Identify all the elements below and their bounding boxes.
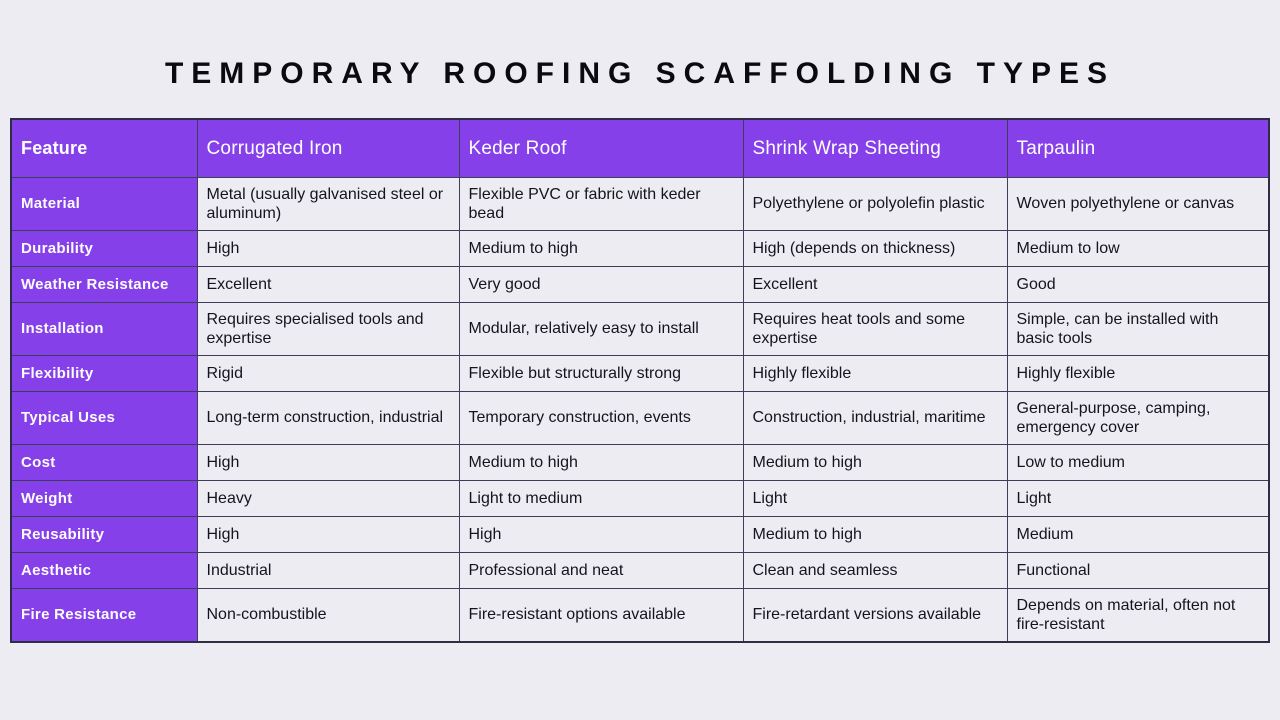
- value-cell: Professional and neat: [459, 552, 743, 588]
- value-cell: Light: [1007, 480, 1269, 516]
- column-header: Corrugated Iron: [197, 119, 459, 177]
- feature-cell: Flexibility: [11, 355, 197, 391]
- feature-cell: Weight: [11, 480, 197, 516]
- value-cell: Requires heat tools and some expertise: [743, 302, 1007, 355]
- value-cell: Long-term construction, industrial: [197, 391, 459, 444]
- value-cell: Highly flexible: [1007, 355, 1269, 391]
- value-cell: Excellent: [743, 266, 1007, 302]
- value-cell: Clean and seamless: [743, 552, 1007, 588]
- value-cell: High: [197, 516, 459, 552]
- table-row: [11, 355, 1269, 391]
- value-cell: Light: [743, 480, 1007, 516]
- table-row: [11, 552, 1269, 588]
- column-header: Tarpaulin: [1007, 119, 1269, 177]
- value-cell: Medium: [1007, 516, 1269, 552]
- value-cell: Medium to low: [1007, 230, 1269, 266]
- value-cell: Medium to high: [459, 230, 743, 266]
- feature-cell: Material: [11, 177, 197, 230]
- table-body: [11, 177, 1269, 642]
- table-header-row: [11, 119, 1269, 177]
- value-cell: Fire-resistant options available: [459, 588, 743, 642]
- value-cell: Medium to high: [743, 444, 1007, 480]
- value-cell: Modular, relatively easy to install: [459, 302, 743, 355]
- feature-cell: Reusability: [11, 516, 197, 552]
- table-row: [11, 480, 1269, 516]
- table-row: [11, 391, 1269, 444]
- value-cell: Construction, industrial, maritime: [743, 391, 1007, 444]
- feature-cell: Installation: [11, 302, 197, 355]
- table-row: [11, 177, 1269, 230]
- value-cell: Industrial: [197, 552, 459, 588]
- table-row: [11, 588, 1269, 642]
- value-cell: High: [197, 230, 459, 266]
- table-row: [11, 266, 1269, 302]
- feature-cell: Fire Resistance: [11, 588, 197, 642]
- value-cell: Very good: [459, 266, 743, 302]
- value-cell: High (depends on thickness): [743, 230, 1007, 266]
- value-cell: Heavy: [197, 480, 459, 516]
- value-cell: Low to medium: [1007, 444, 1269, 480]
- value-cell: General-purpose, camping, emergency cover: [1007, 391, 1269, 444]
- value-cell: Requires specialised tools and expertise: [197, 302, 459, 355]
- value-cell: Rigid: [197, 355, 459, 391]
- table-row: [11, 302, 1269, 355]
- value-cell: Excellent: [197, 266, 459, 302]
- value-cell: Non-combustible: [197, 588, 459, 642]
- table-row: [11, 516, 1269, 552]
- column-header: Shrink Wrap Sheeting: [743, 119, 1007, 177]
- value-cell: Flexible PVC or fabric with keder bead: [459, 177, 743, 230]
- value-cell: Flexible but structurally strong: [459, 355, 743, 391]
- feature-cell: Aesthetic: [11, 552, 197, 588]
- feature-cell: Durability: [11, 230, 197, 266]
- column-header: Keder Roof: [459, 119, 743, 177]
- value-cell: Depends on material, often not fire-resistant: [1007, 588, 1269, 642]
- table-row: [11, 230, 1269, 266]
- value-cell: Polyethylene or polyolefin plastic: [743, 177, 1007, 230]
- value-cell: Simple, can be installed with basic tools: [1007, 302, 1269, 355]
- value-cell: Fire-retardant versions available: [743, 588, 1007, 642]
- value-cell: Metal (usually galvanised steel or aluminum): [197, 177, 459, 230]
- value-cell: Highly flexible: [743, 355, 1007, 391]
- value-cell: Good: [1007, 266, 1269, 302]
- feature-cell: Weather Resistance: [11, 266, 197, 302]
- value-cell: High: [197, 444, 459, 480]
- value-cell: Medium to high: [743, 516, 1007, 552]
- value-cell: Medium to high: [459, 444, 743, 480]
- value-cell: Woven polyethylene or canvas: [1007, 177, 1269, 230]
- feature-cell: Typical Uses: [11, 391, 197, 444]
- value-cell: Functional: [1007, 552, 1269, 588]
- table-row: [11, 444, 1269, 480]
- column-header-feature: Feature: [11, 119, 197, 177]
- value-cell: Temporary construction, events: [459, 391, 743, 444]
- value-cell: High: [459, 516, 743, 552]
- feature-cell: Cost: [11, 444, 197, 480]
- page-title: TEMPORARY ROOFING SCAFFOLDING TYPES: [164, 57, 1116, 90]
- value-cell: Light to medium: [459, 480, 743, 516]
- comparison-table: [10, 118, 1270, 643]
